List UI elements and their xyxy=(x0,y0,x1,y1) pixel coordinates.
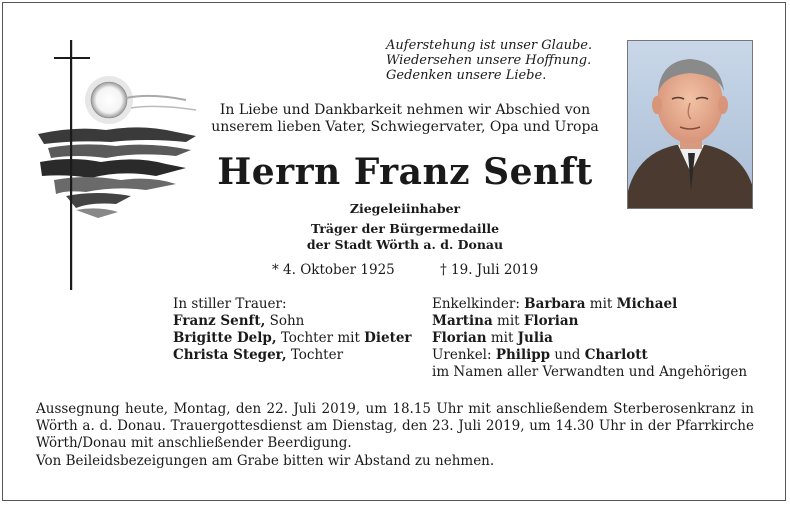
partner-name: Florian xyxy=(523,313,579,329)
great-grandchildren-label: Urenkel: xyxy=(432,347,496,363)
death-date: † 19. Juli 2019 xyxy=(440,262,539,278)
intro-line: unserem lieben Vater, Schwiegervater, Opa und Uropa xyxy=(211,119,599,135)
mourner-name: Franz Senft, xyxy=(173,313,266,329)
award-line: der Stadt Wörth a. d. Donau xyxy=(306,237,504,252)
award-line: Träger der Bürgermedaille xyxy=(310,221,500,236)
connector: mit xyxy=(492,313,524,329)
birth-date: * 4. Oktober 1925 xyxy=(272,262,395,278)
great-grandchild-name: Philipp xyxy=(495,347,551,363)
mourner-relation: Tochter xyxy=(286,347,344,363)
verse-line: Auferstehung ist unser Glaube. xyxy=(386,38,593,53)
portrait-image xyxy=(628,41,753,209)
award xyxy=(200,221,610,253)
mourner-name: Christa Steger, xyxy=(173,347,287,363)
mourner-partner: Dieter xyxy=(364,330,412,346)
grandchild-name: Barbara xyxy=(524,296,586,312)
mourners-list xyxy=(173,296,413,364)
connector: mit xyxy=(486,330,518,346)
mourner-relation: Tochter mit xyxy=(276,330,365,346)
connector: mit xyxy=(585,296,617,312)
partner-name: Julia xyxy=(517,330,553,346)
grandchildren-entry xyxy=(432,330,762,347)
mourner-relation: Sohn xyxy=(265,313,305,329)
intro-line: In Liebe und Dankbarkeit nehmen wir Abschied von xyxy=(219,102,591,118)
grandchild-name: Florian xyxy=(432,330,487,346)
partner-name: Michael xyxy=(616,296,678,312)
great-grandchildren-entry xyxy=(432,347,762,364)
cross-landscape-illustration xyxy=(36,38,206,293)
grandchildren-entry xyxy=(432,296,762,313)
grandchild-name: Martina xyxy=(432,313,493,329)
verse xyxy=(386,38,606,83)
mourner-entry xyxy=(173,313,413,330)
grandchildren-entry xyxy=(432,313,762,330)
connector: und xyxy=(550,347,585,363)
condolence-notice: Von Beileidsbezeigungen am Grabe bitten wir Abstand zu nehmen. xyxy=(36,453,495,469)
mourner-name: Brigitte Delp, xyxy=(173,330,277,346)
deceased-name: Herrn Franz Senft xyxy=(217,151,593,193)
verse-line: Wiedersehen unsere Hoffnung. xyxy=(386,53,592,68)
relatives-line: im Namen aller Verwandten und Angehörigen xyxy=(432,364,748,380)
mourner-entry xyxy=(173,330,413,347)
grandchildren-label: Enkelkinder: xyxy=(432,296,525,312)
great-grandchild-name: Charlott xyxy=(584,347,648,363)
funeral-notice: Aussegnung heute, Montag, den 22. Juli 2019, um 18.15 Uhr mit anschließendem Sterberosenkranz in Wörth a. d. Donau. Trauergottesdienst am Dienstag, den 23. Juli 2019, um 14.30 Uhr in der Pfarrkirche Wörth/Donau mit anschließender Beerdigung. xyxy=(36,401,754,451)
intro-text xyxy=(200,102,610,136)
grandchildren-list xyxy=(432,296,762,381)
mourner-entry xyxy=(173,347,413,364)
verse-line: Gedenken unsere Liebe. xyxy=(386,68,547,83)
portrait-photo xyxy=(627,40,753,209)
mourners-heading: In stiller Trauer: xyxy=(173,296,287,312)
occupation: Ziegeleiinhaber xyxy=(349,201,461,216)
